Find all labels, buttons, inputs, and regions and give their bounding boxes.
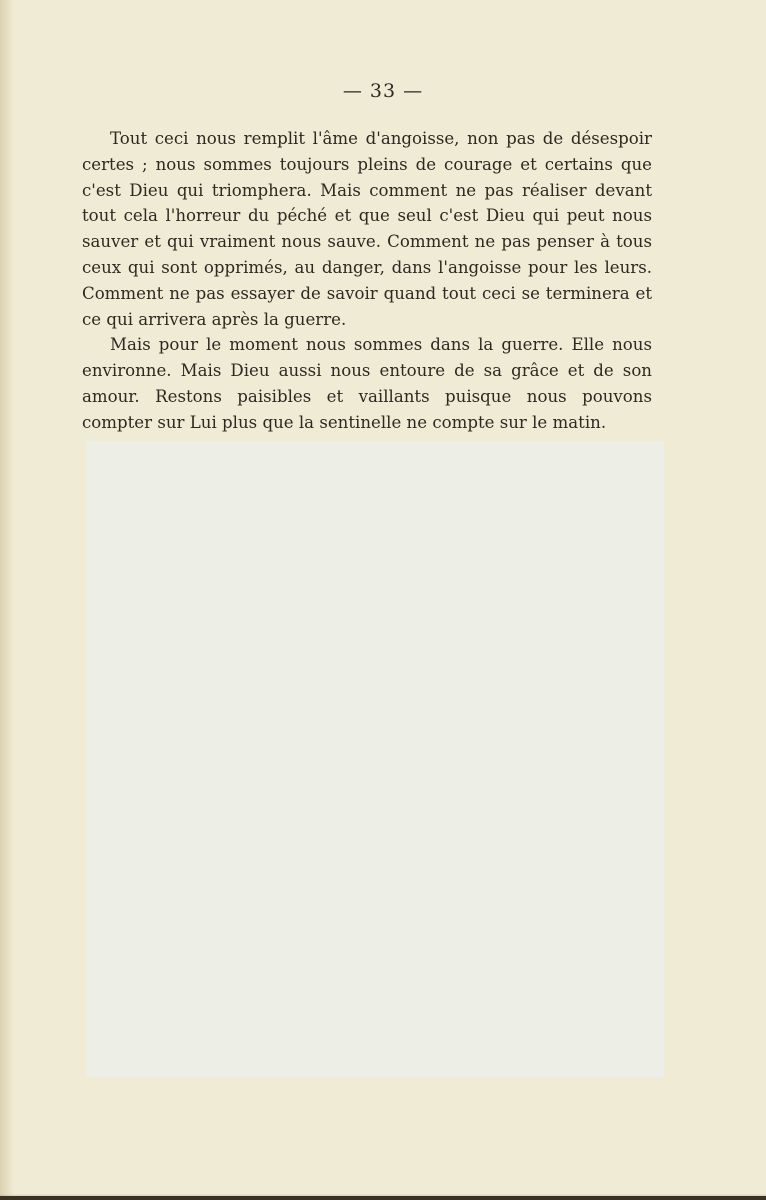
page-bottom-edge bbox=[0, 1196, 766, 1200]
page-number: — 33 — bbox=[342, 80, 424, 102]
blank-area bbox=[86, 441, 664, 1078]
article-body bbox=[82, 126, 652, 461]
paragraph-2: Mais pour le moment nous sommes dans la guerre. Elle nous environne. Mais Dieu aussi nous entoure de sa grâce et de son amour. Restons paisibles et vaillants puisque nous pouvons compter sur Lui plus que la sentinelle ne compte sur le matin. bbox=[82, 335, 652, 432]
paragraph-1: Tout ceci nous remplit l'âme d'angoisse, non pas de désespoir certes ; nous sommes toujours pleins de courage et certains que c'est Dieu qui triomphera. Mais comment ne pas réaliser devant tout cela l'horreur du péché et que seul c'est Dieu qui peut nous sauver et qui vraiment nous sauve. Comment ne pas penser à tous ceux qui sont opprimés, au danger, dans l'angoisse pour les leurs. Comment ne pas essayer de savoir quand tout ceci se terminera et ce qui arrivera après la guerre. bbox=[82, 129, 652, 329]
